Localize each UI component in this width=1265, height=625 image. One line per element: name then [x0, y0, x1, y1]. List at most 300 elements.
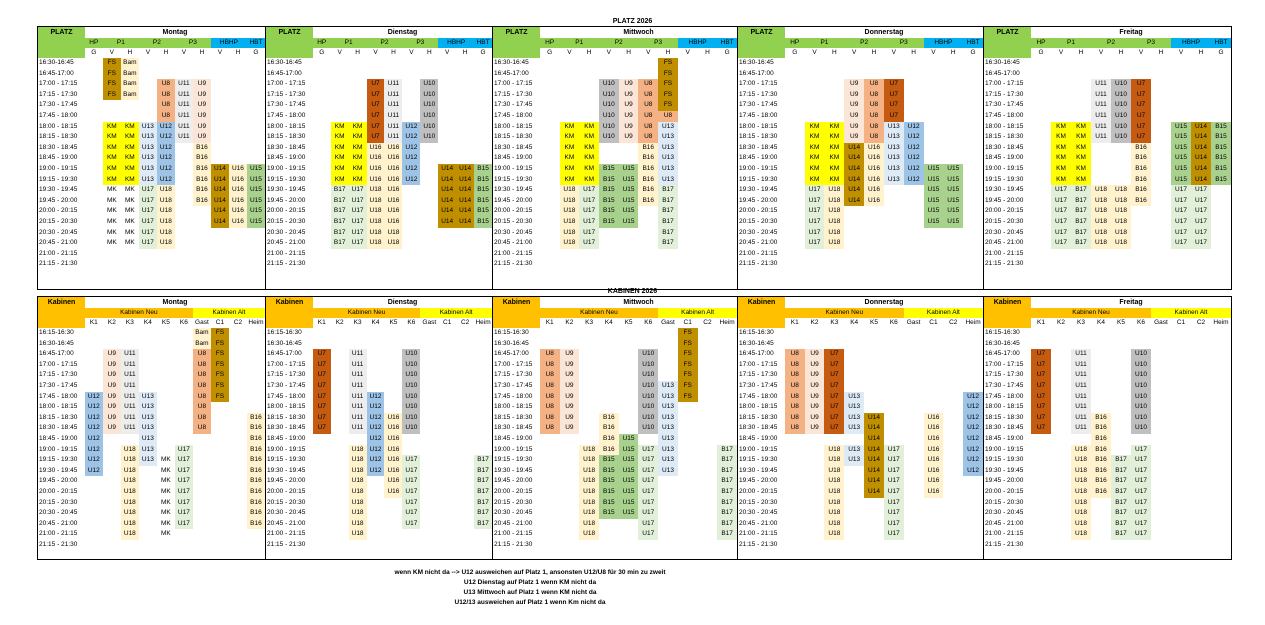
slot-cell [864, 328, 884, 339]
time-row [493, 122, 737, 133]
slot-cell [420, 455, 438, 466]
slot-cell [943, 487, 963, 498]
slot-cell [1051, 487, 1071, 498]
slot-cell: U18 [579, 487, 599, 498]
slot-cell: U9 [619, 132, 639, 143]
slot-cell: KM [1051, 122, 1071, 133]
slot-cell [438, 381, 456, 392]
slot-cell [349, 259, 367, 270]
slot-cell [1031, 196, 1051, 207]
slot-cell [924, 249, 944, 260]
slot-cell: U18 [157, 217, 175, 228]
slot-cell [904, 249, 924, 260]
slot-cell: U15 [619, 476, 639, 487]
slot-cell: MK [121, 238, 139, 249]
group-corner [38, 308, 85, 318]
time-label: 19:45 - 20:00 [739, 477, 778, 485]
slot-cell [313, 175, 331, 186]
slot-cell: U16 [367, 164, 385, 175]
slot-cell [924, 238, 944, 249]
slot-cell [1211, 402, 1231, 413]
slot-cell: U17 [1131, 466, 1151, 477]
slot-cell: U12 [904, 153, 924, 164]
slot-cell [474, 100, 492, 111]
slot-cell [599, 402, 619, 413]
slot-cell: U18 [1091, 185, 1111, 196]
slot-cell [963, 153, 983, 164]
slot-cell [331, 79, 349, 90]
slot-cell [678, 164, 698, 175]
slot-cell [678, 175, 698, 186]
slot-cell [247, 79, 265, 90]
slot-cell: U18 [824, 185, 844, 196]
slot-cell: U17 [1171, 217, 1191, 228]
slot-cell: U17 [1191, 238, 1211, 249]
slot-cell [474, 259, 492, 270]
slot-cell [1051, 58, 1071, 69]
slot-cell: B17 [1111, 508, 1131, 519]
time-label: 20:00 - 20:15 [494, 487, 533, 495]
slot-cell [884, 339, 904, 350]
time-row [493, 413, 737, 424]
slot-cell: U12 [85, 434, 103, 445]
slot-cell [1191, 58, 1211, 69]
slot-cell: U17 [638, 445, 658, 456]
slot-cell [785, 175, 805, 186]
slot-cell [139, 498, 157, 509]
slot-cell [103, 259, 121, 270]
slot-cell: U15 [943, 164, 963, 175]
column-label: V [1178, 49, 1184, 56]
slot-cell [1171, 69, 1191, 80]
slot-cell [1071, 100, 1091, 111]
slot-cell [717, 402, 737, 413]
slot-cell [560, 100, 580, 111]
slot-cell [717, 132, 737, 143]
slot-cell: U15 [943, 175, 963, 186]
slot-cell [785, 328, 805, 339]
time-row [493, 196, 737, 207]
slot-cell [384, 381, 402, 392]
slot-cell [904, 111, 924, 122]
group-label: P1 [103, 38, 139, 48]
slot-cell: U16 [384, 206, 402, 217]
slot-cell: U12 [963, 466, 983, 477]
slot-cell: MK [103, 196, 121, 207]
slot-cell: KM [121, 175, 139, 186]
slot-cell [1211, 519, 1231, 530]
time-row [266, 476, 492, 487]
slot-cell [844, 540, 864, 551]
column-label: V [852, 49, 857, 56]
slot-cell [438, 238, 456, 249]
slot-cell [247, 402, 265, 413]
time-label: 19:30 - 19:45 [985, 186, 1024, 194]
slot-cell [85, 111, 103, 122]
slot-cell [785, 217, 805, 228]
slot-cell: U13 [139, 423, 157, 434]
slot-cell: U17 [1131, 455, 1151, 466]
column-label: Heim [475, 319, 491, 326]
time-label: 16:45-17:00 [985, 350, 1020, 358]
slot-cell [229, 402, 247, 413]
slot-cell: MK [121, 228, 139, 239]
slot-cell: U17 [175, 498, 193, 509]
slot-cell: U17 [638, 466, 658, 477]
day-corner-label: PLATZ [493, 27, 540, 38]
slot-cell: MK [157, 455, 175, 466]
slot-cell [698, 392, 718, 403]
slot-cell: U17 [805, 185, 825, 196]
slot-cell: B17 [717, 519, 737, 530]
slot-cell: U16 [924, 487, 944, 498]
column-corner [493, 48, 540, 58]
time-row [984, 143, 1231, 154]
slot-cell: KM [560, 164, 580, 175]
slot-cell [924, 519, 944, 530]
slot-cell: U14 [1191, 175, 1211, 186]
slot-cell [420, 143, 438, 154]
slot-cell [1211, 328, 1231, 339]
slot-cell [1171, 370, 1191, 381]
slot-cell [1191, 392, 1211, 403]
group-label: P3 [638, 38, 677, 48]
slot-cell [313, 498, 331, 509]
slot-cell [193, 455, 211, 466]
time-label: 18:15 - 18:30 [739, 413, 778, 421]
slot-cell: KM [103, 132, 121, 143]
time-label: 18:15 - 18:30 [739, 133, 778, 141]
slot-cell: B16 [1091, 455, 1111, 466]
slot-cell [698, 360, 718, 371]
slot-cell [139, 360, 157, 371]
slot-cell: FS [211, 349, 229, 360]
slot-cell: U9 [560, 370, 580, 381]
slot-cell [904, 228, 924, 239]
slot-cell [211, 249, 229, 260]
slot-cell [157, 249, 175, 260]
slot-cell [619, 69, 639, 80]
slot-cell [474, 58, 492, 69]
time-label: 21:00 - 21:15 [739, 249, 778, 257]
slot-cell [1151, 445, 1171, 456]
slot-cell: U10 [420, 79, 438, 90]
slot-cell [1211, 455, 1231, 466]
slot-cell [540, 196, 560, 207]
slot-cell: U18 [1071, 529, 1091, 540]
slot-cell [924, 498, 944, 509]
slot-cell [864, 228, 884, 239]
slot-cell [904, 519, 924, 530]
slot-cell: U17 [175, 476, 193, 487]
time-row [38, 370, 265, 381]
time-label: 20:30 - 20:45 [39, 509, 78, 517]
column-label: H [911, 49, 916, 56]
slot-cell [474, 423, 492, 434]
slot-cell [540, 175, 560, 186]
time-label: 19:15 - 19:30 [39, 175, 78, 183]
slot-cell [698, 423, 718, 434]
slot-cell [420, 529, 438, 540]
slot-cell: U11 [1091, 100, 1111, 111]
slot-cell [540, 434, 560, 445]
slot-cell: U10 [1111, 122, 1131, 133]
slot-cell [139, 540, 157, 551]
slot-cell [313, 249, 331, 260]
time-row [38, 392, 265, 403]
slot-cell: U18 [367, 228, 385, 239]
slot-cell: U17 [175, 487, 193, 498]
slot-cell [963, 164, 983, 175]
slot-cell [698, 69, 718, 80]
slot-cell: U7 [824, 413, 844, 424]
slot-cell: B17 [1071, 185, 1091, 196]
slot-cell: U17 [579, 185, 599, 196]
slot-cell [456, 498, 474, 509]
slot-cell: U18 [157, 185, 175, 196]
slot-cell [698, 413, 718, 424]
slot-cell [904, 206, 924, 217]
time-label: 17:15 - 17:30 [39, 90, 78, 98]
slot-cell [560, 487, 580, 498]
slot-cell [540, 164, 560, 175]
slot-cell: U18 [1091, 206, 1111, 217]
slot-cell [1091, 153, 1111, 164]
slot-cell [599, 143, 619, 154]
slot-cell: B15 [474, 185, 492, 196]
slot-cell [1211, 498, 1231, 509]
time-row [493, 111, 737, 122]
slot-cell: U11 [1071, 402, 1091, 413]
slot-cell [717, 228, 737, 239]
time-label: 20:45 - 21:00 [739, 239, 778, 247]
slot-cell: U17 [638, 487, 658, 498]
slot-cell: U12 [85, 402, 103, 413]
slot-cell [438, 339, 456, 350]
slot-cell [805, 69, 825, 80]
column-label: C1 [1176, 319, 1186, 326]
time-row [493, 69, 737, 80]
time-label: 18:00 - 18:15 [494, 122, 533, 130]
slot-cell [1171, 487, 1191, 498]
slot-cell: U7 [367, 90, 385, 101]
slot-cell [805, 100, 825, 111]
slot-cell: U11 [121, 402, 139, 413]
slot-cell [698, 249, 718, 260]
day-corner-label: PLATZ [984, 27, 1031, 38]
slot-cell: U16 [924, 476, 944, 487]
slot-cell [884, 434, 904, 445]
slot-cell [247, 100, 265, 111]
day-column [38, 27, 266, 289]
slot-cell [1051, 423, 1071, 434]
slot-cell [717, 122, 737, 133]
time-label: 20:00 - 20:15 [39, 207, 78, 215]
slot-cell [313, 164, 331, 175]
time-label: 20:30 - 20:45 [739, 228, 778, 236]
slot-cell: U17 [884, 455, 904, 466]
slot-cell [824, 69, 844, 80]
slot-cell [1151, 476, 1171, 487]
slot-cell: U9 [844, 132, 864, 143]
time-row [266, 217, 492, 228]
slot-cell: U11 [1071, 392, 1091, 403]
time-label: 21:15 - 21:30 [985, 260, 1024, 268]
slot-cell: U9 [193, 111, 211, 122]
slot-cell [943, 339, 963, 350]
slot-cell [1151, 90, 1171, 101]
day-header [984, 27, 1231, 38]
slot-cell: B17 [717, 455, 737, 466]
slot-cell [1151, 455, 1171, 466]
slot-cell [1191, 90, 1211, 101]
slot-cell: B15 [1211, 143, 1231, 154]
slot-cell [698, 466, 718, 477]
slot-cell: B16 [247, 434, 265, 445]
slot-cell [560, 339, 580, 350]
slot-cell: B17 [474, 476, 492, 487]
slot-cell [904, 79, 924, 90]
slot-cell [139, 466, 157, 477]
slot-cell [402, 249, 420, 260]
time-label: 21:00 - 21:15 [39, 530, 78, 538]
slot-cell [1191, 413, 1211, 424]
time-row [266, 153, 492, 164]
slot-cell [540, 455, 560, 466]
slot-cell [420, 339, 438, 350]
slot-cell [229, 349, 247, 360]
time-row [38, 259, 265, 270]
slot-cell [1171, 529, 1191, 540]
slot-cell: U11 [175, 79, 193, 90]
slot-cell: Bam [121, 69, 139, 80]
time-label: 20:45 - 21:00 [985, 519, 1024, 527]
slot-cell [331, 487, 349, 498]
slot-cell: KM [1051, 143, 1071, 154]
slot-cell [420, 238, 438, 249]
slot-cell [438, 445, 456, 456]
day-name: Montag [85, 297, 265, 308]
time-row [266, 508, 492, 519]
time-label: 17:30 - 17:45 [39, 101, 78, 109]
slot-cell: U12 [402, 143, 420, 154]
column-label: V [812, 49, 817, 56]
slot-cell [1071, 111, 1091, 122]
slot-cell [247, 143, 265, 154]
slot-cell: U9 [193, 122, 211, 133]
slot-cell [864, 360, 884, 371]
slot-cell: U9 [805, 413, 825, 424]
slot-cell [349, 249, 367, 260]
slot-cell [1211, 228, 1231, 239]
slot-cell [157, 540, 175, 551]
slot-cell: U7 [824, 402, 844, 413]
slot-cell: U17 [1131, 476, 1151, 487]
slot-cell [157, 423, 175, 434]
slot-cell [904, 238, 924, 249]
slot-cell [1031, 455, 1051, 466]
slot-cell [1051, 434, 1071, 445]
slot-cell [1191, 434, 1211, 445]
column-header-row [984, 318, 1231, 328]
slot-cell [924, 228, 944, 239]
slot-cell [638, 540, 658, 551]
slot-cell [1171, 434, 1191, 445]
group-corner [493, 38, 540, 48]
slot-cell [1151, 381, 1171, 392]
slot-cell [963, 540, 983, 551]
slot-cell: U14 [844, 143, 864, 154]
slot-cell [1191, 79, 1211, 90]
slot-cell [121, 328, 139, 339]
slot-cell [1151, 360, 1171, 371]
slot-cell: U15 [619, 434, 639, 445]
slot-cell [698, 370, 718, 381]
slot-cell [157, 360, 175, 371]
time-row [38, 487, 265, 498]
column-label: K1 [545, 319, 554, 326]
slot-cell [229, 111, 247, 122]
slot-cell [1111, 143, 1131, 154]
time-label: 17:00 - 17:15 [267, 80, 306, 88]
slot-cell [420, 381, 438, 392]
slot-cell: U8 [864, 79, 884, 90]
slot-cell: U18 [824, 466, 844, 477]
slot-cell [924, 143, 944, 154]
slot-cell [904, 370, 924, 381]
slot-cell: U17 [402, 508, 420, 519]
slot-cell: B17 [331, 217, 349, 228]
slot-cell [678, 508, 698, 519]
column-label: V [606, 49, 611, 56]
group-header-row [493, 308, 737, 318]
column-label: V [409, 49, 414, 56]
time-row [493, 175, 737, 186]
slot-cell [963, 100, 983, 111]
slot-cell [103, 445, 121, 456]
time-label: 18:00 - 18:15 [267, 403, 306, 411]
slot-cell: U17 [884, 476, 904, 487]
time-row [738, 508, 983, 519]
group-label: HBHP [1171, 38, 1211, 48]
slot-cell: U17 [638, 498, 658, 509]
slot-cell [1211, 466, 1231, 477]
slot-cell: U18 [579, 498, 599, 509]
slot-cell [1051, 370, 1071, 381]
slot-cell [560, 259, 580, 270]
slot-cell: U14 [1191, 122, 1211, 133]
slot-cell: U10 [1111, 90, 1131, 101]
slot-cell: U15 [619, 164, 639, 175]
slot-cell: U10 [638, 392, 658, 403]
slot-cell [1151, 175, 1171, 186]
slot-cell: U12 [85, 423, 103, 434]
slot-cell [943, 100, 963, 111]
slot-cell [884, 228, 904, 239]
slot-cell [247, 349, 265, 360]
slot-cell [193, 206, 211, 217]
slot-cell [1091, 519, 1111, 530]
slot-cell: U10 [402, 402, 420, 413]
slot-cell [864, 540, 884, 551]
slot-cell [824, 58, 844, 69]
column-label: G [480, 49, 486, 56]
slot-cell [175, 206, 193, 217]
slot-cell: MK [157, 529, 175, 540]
time-label: 19:00 - 19:15 [39, 445, 78, 453]
column-label: H [832, 49, 837, 56]
slot-cell: U17 [1131, 487, 1151, 498]
